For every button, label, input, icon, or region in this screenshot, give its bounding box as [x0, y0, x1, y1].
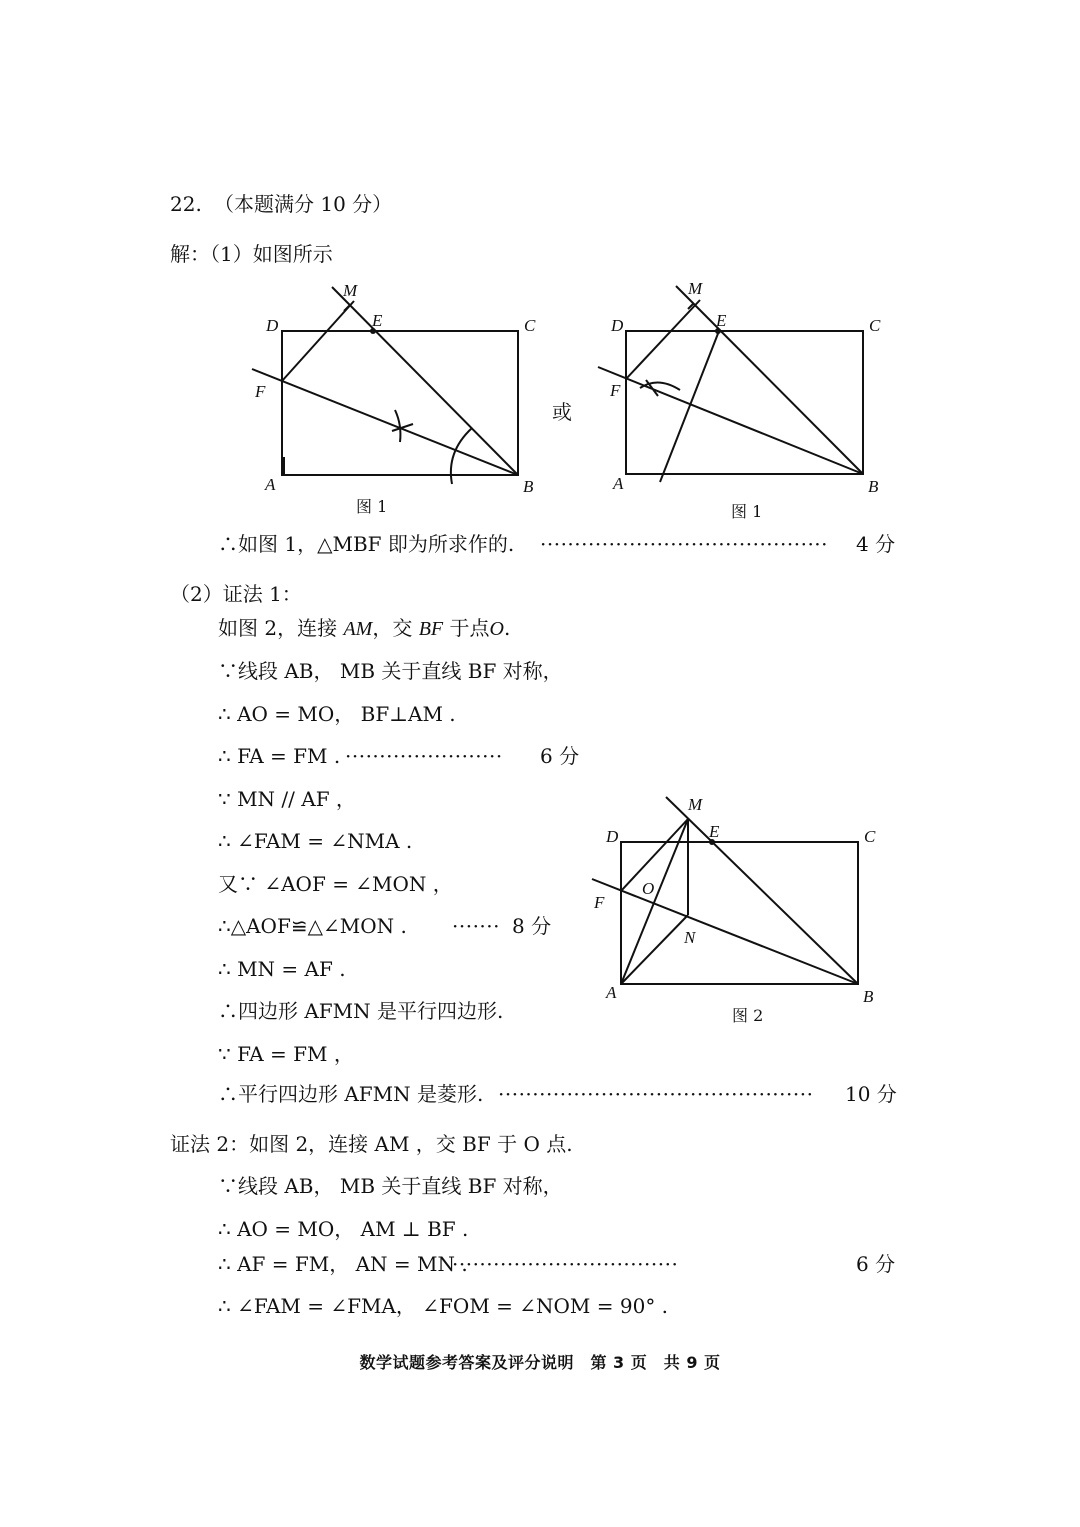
proof1-line: ∴ FA = FM . [218, 744, 341, 768]
label-c: C [864, 827, 876, 846]
line-am [621, 819, 688, 984]
label-f: F [594, 893, 605, 912]
proof1-line: ∴ AO = MO， BF⊥AM . [218, 702, 456, 726]
proof1-line: ∵ MN // AF ， [218, 787, 356, 811]
proof2-line: ∴ ∠FAM = ∠FMA， ∠FOM = ∠NOM = 90° . [218, 1294, 669, 1318]
proof1-score: 10 分 [845, 1082, 897, 1106]
proof2-line: ∵线段 AB， MB 关于直线 BF 对称， [218, 1174, 563, 1198]
part1-conclusion: ∴如图 1，△MBF 即为所求作的. [218, 532, 515, 556]
label-d: D [606, 827, 619, 846]
proof1-line: ∴ ∠FAM = ∠NMA . [218, 829, 413, 853]
proof1-line: ∴平行四边形 AFMN 是菱形. [218, 1082, 484, 1106]
proof1-line: ∴四边形 AFMN 是平行四边形. [218, 999, 504, 1023]
proof1-line: ∵线段 AB， MB 关于直线 BF 对称， [218, 659, 563, 683]
label-c: C [524, 316, 536, 335]
part1-score: 4 分 [856, 532, 896, 556]
label-c: C [869, 316, 881, 335]
proof1-line: ∴△AOF≌△∠MON . [218, 914, 407, 938]
label-a: A [606, 983, 617, 1002]
question-number: 22. [170, 192, 202, 216]
label-m: M [343, 281, 358, 300]
line-fb [592, 879, 858, 984]
proof2-line: ∴ AO = MO， AM ⊥ BF . [218, 1217, 469, 1241]
figure-caption: 图 2 [732, 1006, 764, 1025]
label-n: N [684, 928, 696, 947]
label-f: F [255, 382, 266, 401]
label-e: E [709, 822, 720, 841]
proof1-line: 又∵ ∠AOF = ∠MON ， [218, 872, 453, 896]
proof1-line: 如图 2，连接 AM，交 BF 于点O. [218, 616, 511, 640]
dot-leader: ·········································· [540, 532, 829, 556]
label-e: E [372, 311, 383, 330]
label-e: E [716, 311, 727, 330]
line-fm [621, 819, 688, 891]
label-d: D [611, 316, 624, 335]
label-b: B [523, 477, 534, 496]
line-an [621, 915, 688, 984]
proof1-score: 8 分 [512, 914, 552, 938]
label-b: B [868, 477, 879, 496]
label-m: M [688, 795, 703, 814]
rectangle-abcd [621, 842, 858, 984]
label-a: A [613, 474, 624, 493]
proof1-line: ∴ MN = AF . [218, 957, 346, 981]
label-a: A [265, 475, 276, 494]
proof1-title: （2）证法 1： [170, 582, 302, 606]
figure-caption: 图 1 [356, 497, 388, 516]
dot-leader: ······· [452, 914, 501, 938]
proof1-line: ∵ FA = FM ， [218, 1042, 354, 1066]
figure-caption: 图 1 [731, 502, 763, 521]
label-m: M [688, 279, 703, 298]
or-text: 或 [552, 400, 572, 424]
proof2-title: 证法 2：如图 2，连接 AM ，交 BF 于 O 点. [170, 1132, 573, 1156]
proof2-score: 6 分 [856, 1252, 896, 1276]
label-d: D [266, 316, 279, 335]
proof1-score: 6 分 [540, 744, 580, 768]
label-o: O [642, 879, 655, 898]
line-mb [666, 797, 858, 984]
dot-leader: ································· [452, 1252, 679, 1276]
label-f: F [610, 381, 621, 400]
dot-leader: ·············································· [498, 1082, 814, 1106]
question-score: （本题满分 10 分） [214, 192, 393, 216]
part1-intro: 解：（1）如图所示 [170, 242, 333, 266]
dot-leader: ······················· [345, 744, 503, 768]
page-footer: 数学试题参考答案及评分说明 第 3 页 共 9 页 [359, 1353, 721, 1372]
label-b: B [863, 987, 874, 1006]
proof2-line: ∴ AF = FM， AN = MN . [218, 1252, 468, 1276]
